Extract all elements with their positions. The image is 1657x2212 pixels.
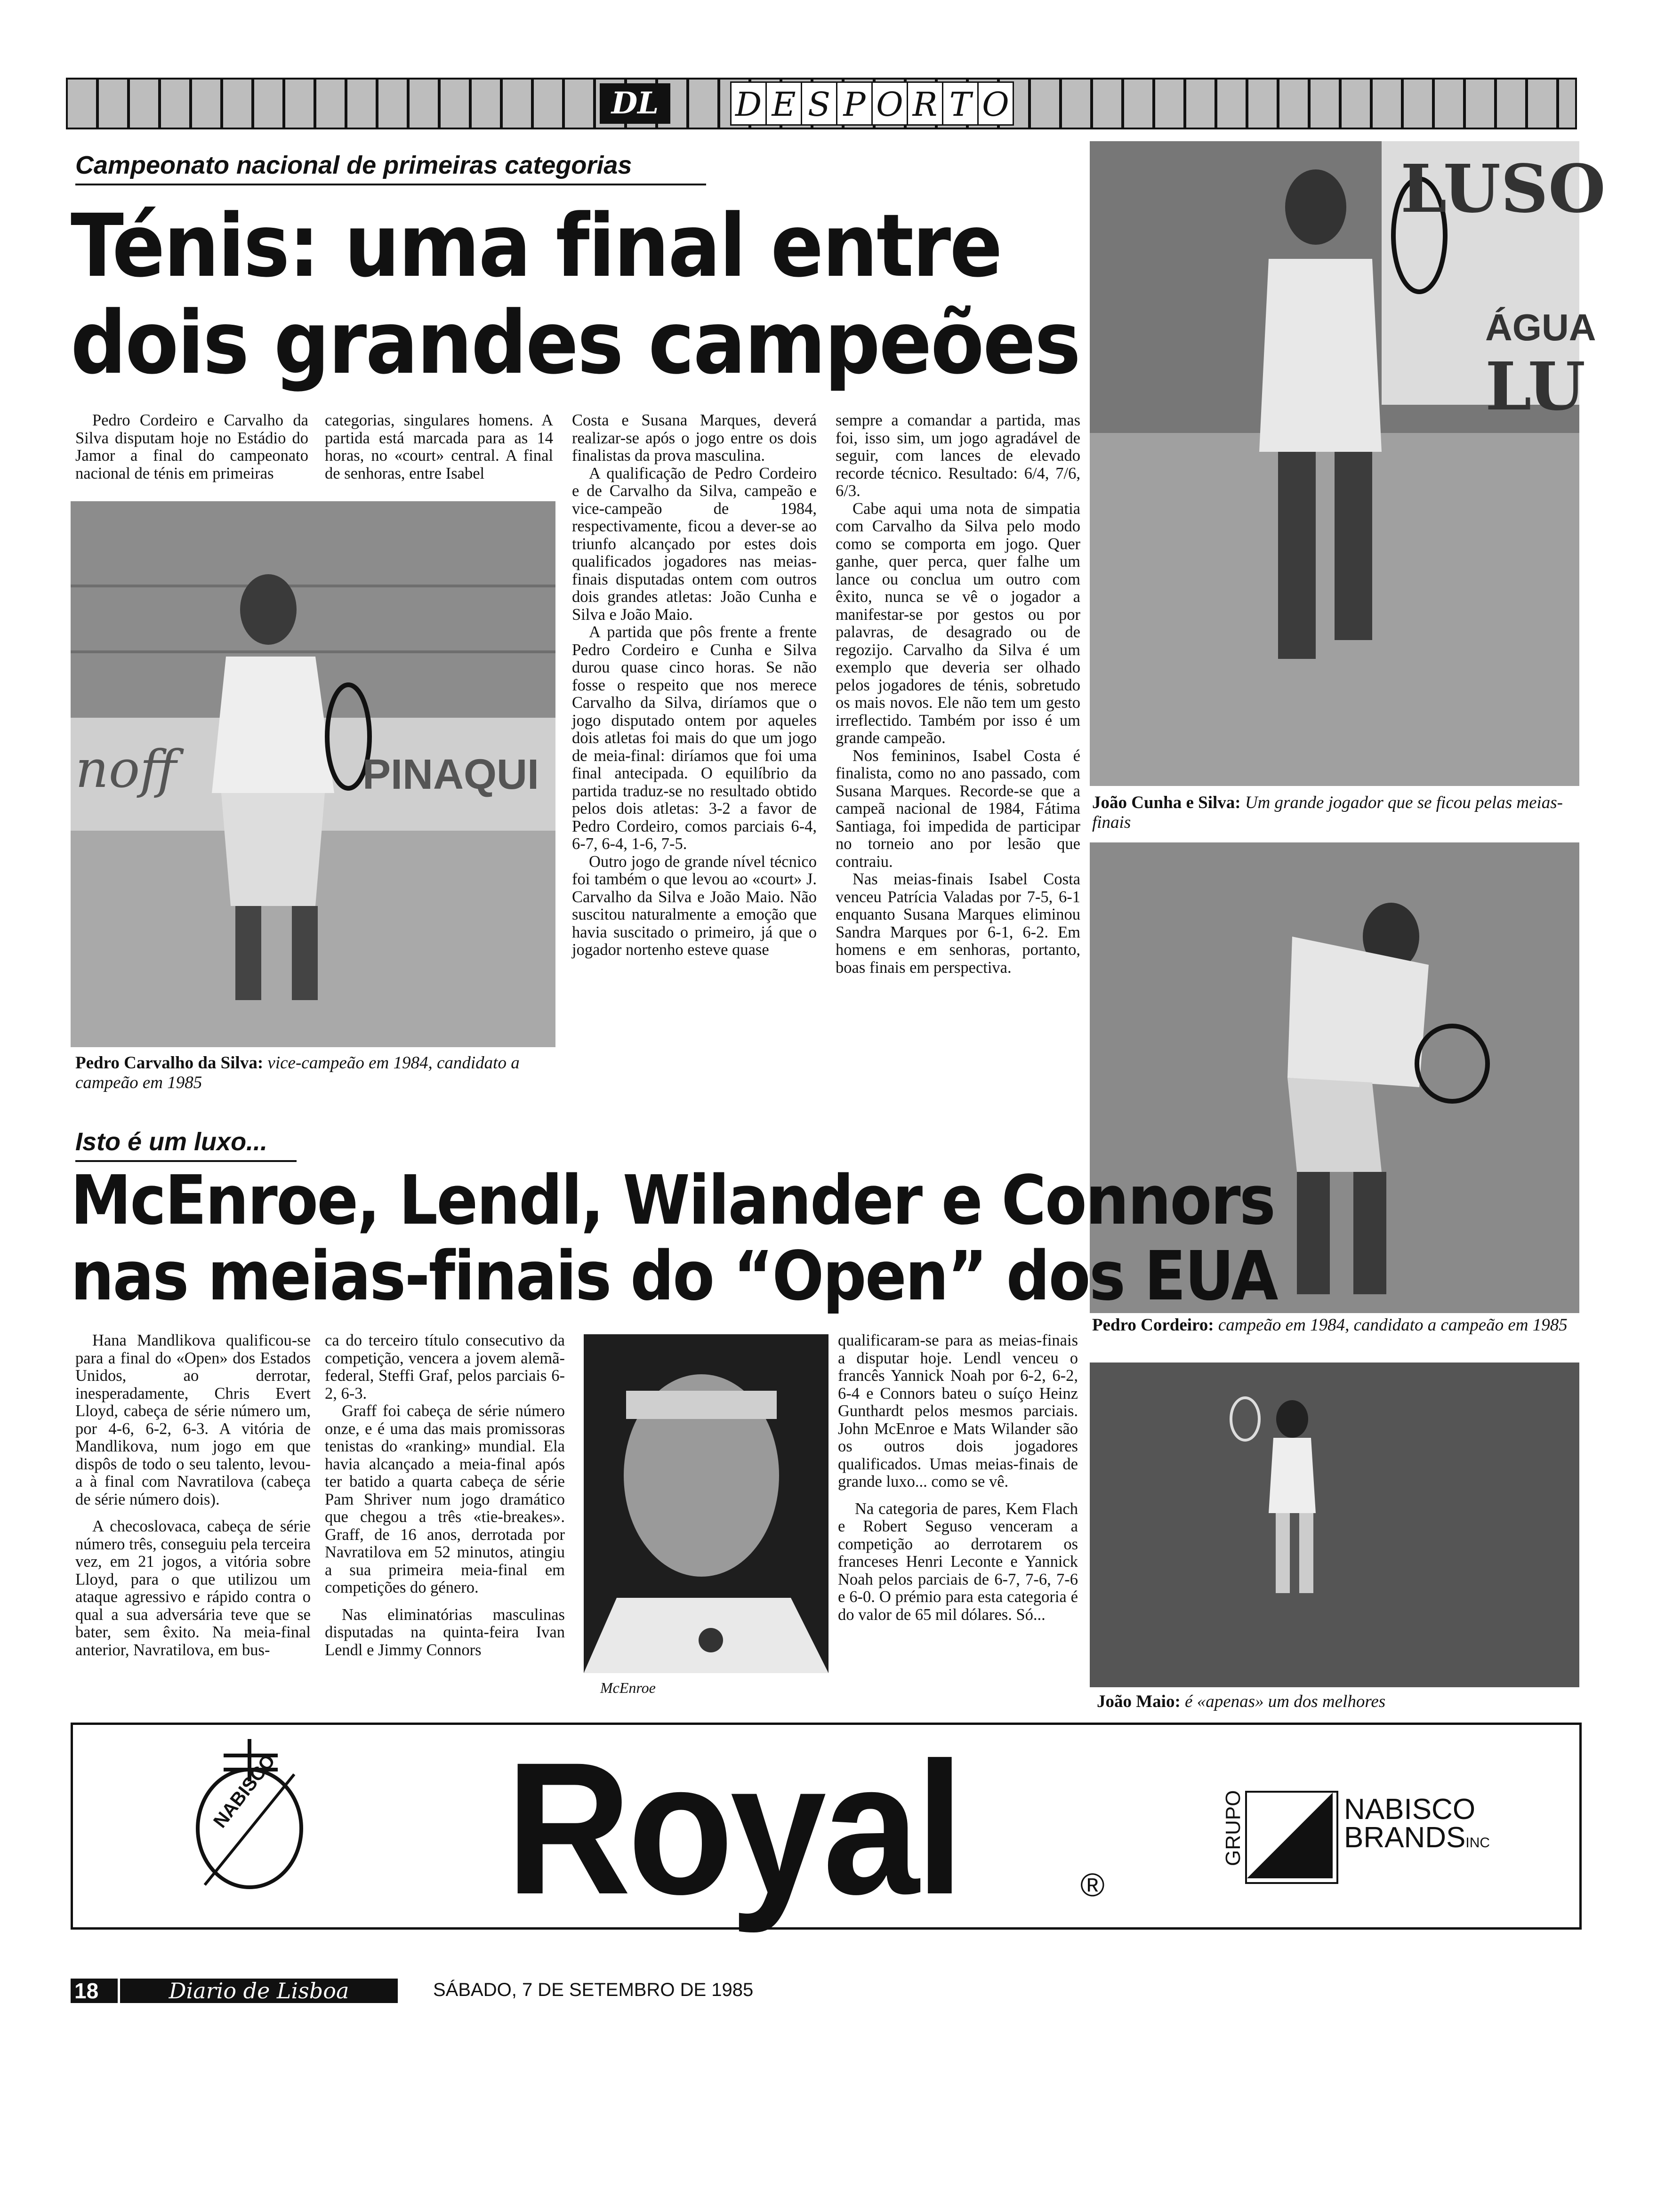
article2-headline-line1: McEnroe, Lendl, Wilander e Connors <box>71 1161 1275 1240</box>
banner-text-right: PINAQUI <box>362 751 539 798</box>
photo-mcenroe <box>584 1334 828 1673</box>
article1-paragraph: sempre a comandar a partida, mas foi, isso sim, um jogo agradável de seguir, com lances de elevado recorde técnico. Resultado: 6/4, 7/6, 6/3. <box>836 411 1080 500</box>
article1-column-3 <box>572 412 817 959</box>
ad-group-label: GRUPO <box>1222 1790 1245 1866</box>
newspaper-logo: DL <box>600 83 670 124</box>
sign-text: LU <box>1485 348 1585 425</box>
photo-caption <box>1097 1692 1582 1712</box>
article2-paragraph: Nas eliminatórias masculinas disputadas na quinta-feira Ivan Lendl e Jimmy Connors <box>325 1605 565 1659</box>
article1-headline-line1: Ténis: uma final entre <box>71 196 1002 297</box>
section-letter: O <box>871 81 908 126</box>
section-letter: T <box>942 81 979 126</box>
photo-caption <box>75 1053 555 1093</box>
article1-paragraph: A qualificação de Pedro Cordeiro e de Carvalho da Silva, campeão e vice-campeão de 1984, respectivamente, ficou a dever-se ao triunfo alcançado por estes dois qualificados jogadores nas meias-finais disputadas ontem com outros dois grandes atletas: João Cunha e Silva e João Maio. <box>572 464 817 624</box>
article1-headline-line2: dois grandes campeões <box>71 293 1080 394</box>
article2-headline <box>71 1162 1277 1314</box>
article1-paragraph: Outro jogo de grande nível técnico foi também o que levou ao «court» J. Carvalho da Silva e João Maio. Não suscitou naturalmente a emoção que havia suscitado o primeiro, já que o jogador nortenho esteve quase <box>572 852 817 959</box>
advertisement-royal <box>71 1723 1582 1933</box>
caption-name: Pedro Cordeiro: <box>1092 1315 1214 1335</box>
article2-kicker: Isto é um luxo... <box>75 1127 297 1162</box>
article2-paragraph: Na categoria de pares, Kem Flach e Robert Seguso venceram a competição ao derrotarem os franceses Henri Leconte e Yannick Noah pelos parciais de 6-7, 7-6, 7-6 e 6-0. O prémio para esta categoria é do valor de 65 mil dólares. Só... <box>838 1499 1078 1624</box>
issue-date: SÁBADO, 7 DE SETEMBRO DE 1985 <box>433 1980 754 2000</box>
caption-text: é «apenas» um dos melhores <box>1180 1692 1386 1711</box>
tennis-player-illustration <box>1090 1362 1579 1687</box>
article1-column-4 <box>836 412 1080 977</box>
section-letter: O <box>977 81 1014 126</box>
ad-company-name <box>1344 1795 1490 1857</box>
nabisco-brands-logo-box <box>1245 1791 1338 1884</box>
nabisco-logo-text: NABISCO <box>209 1750 280 1832</box>
section-letter: R <box>907 81 943 126</box>
ad-company-suffix: INC <box>1465 1835 1490 1851</box>
section-letter: P <box>836 81 873 126</box>
ad-company-line2-text: BRANDS <box>1344 1821 1466 1854</box>
ad-company-line1: NABISCO <box>1344 1793 1476 1826</box>
section-letter: E <box>765 81 802 126</box>
newspaper-name: Diario de Lisboa <box>120 1979 398 2003</box>
nabisco-logo <box>172 1734 327 1918</box>
page-number: 18 <box>71 1979 118 2003</box>
article1-paragraph: Costa e Susana Marques, deverá realizar-se após o jogo entre os dois finalistas da prova masculina. <box>572 411 817 465</box>
article1-paragraph: A partida que pôs frente a frente Pedro Cordeiro e Cunha e Silva durou quase cinco horas. Se não fosse o respeito que nos merece Carvalho da Silva, diríamos que o jogo disputado ontem por aqueles dois atletas foi mais do que um jogo de meia-final: diríamos que foi uma final antecipada. O equilíbrio da partida traduz-se no resultado obtido pelos dois atletas: 3-2 a favor de Pedro Cordeiro, comos parciais 6-4, 6-7, 6-4, 1-6, 7-5. <box>572 623 817 853</box>
sign-text: ÁGUA <box>1485 306 1596 348</box>
ad-product-name: Royal <box>506 1723 961 1933</box>
photo-caption <box>1092 793 1577 833</box>
section-masthead <box>66 78 1577 129</box>
caption-text: campeão em 1984, candidato a campeão em 1985 <box>1214 1315 1568 1335</box>
article1-headline <box>71 198 1079 392</box>
section-letter: S <box>801 81 837 126</box>
caption-text: McEnroe <box>600 1679 656 1696</box>
article1-column-2 <box>325 412 553 482</box>
caption-name: João Cunha e Silva: <box>1092 793 1241 812</box>
article1-paragraph: Nos femininos, Isabel Costa é finalista, como no ano passado, com Susana Marques. Recorde-se que a campeã nacional de 1984, Fátima Santiaga, foi impedida de participar no torneio ano por lesão que contraiu. <box>836 746 1080 871</box>
article2-column-1 <box>75 1332 311 1659</box>
caption-name: Pedro Carvalho da Silva: <box>75 1053 264 1073</box>
tennis-player-illustration <box>1090 141 1579 786</box>
article2-paragraph: Graff foi cabeça de série número onze, e é uma das mais promissoras tenistas do «ranking» mundial. Ela havia alcançado a meia-final após ter batido a quarta cabeça de série Pam Shriver num jogo dramático que chegou a três «tie-breakes». Graff, de 16 anos, derrotada por Navratilova em 52 minutos, atingiu a sua primeira meia-final em competições do género. <box>325 1402 565 1596</box>
article2-paragraph: qualificaram-se para as meias-finais a disputar hoje. Lendl venceu o francês Yannick Noah por 6-2, 6-2, 6-4 e Connors bateu o suíço Heinz Gunthardt pelos mesmos parciais. John McEnroe e Mats Wilander são os outros dois jogadores qualificados. Umas meias-finais de grande luxo... como se vê. <box>838 1331 1078 1491</box>
caption-name: João Maio: <box>1097 1692 1181 1711</box>
article1-paragraph: Nas meias-finais Isabel Costa venceu Patrícia Valadas por 7-5, 6-1 enquanto Susana Marques eliminou Sandra Marques por 6-1, 6-2. Em homens e em senhoras, portanto, boas finais em perspectiva. <box>836 870 1080 977</box>
article2-paragraph: ca do terceiro título consecutivo da competição, vencera a jovem alemã-federal, Steffi Graf, pelos parciais 6-2, 6-3. <box>325 1331 565 1403</box>
article2-paragraph: A checoslovaca, cabeça de série número três, conseguiu pela terceira vez, em 21 jogos, a vitória sobre Lloyd, para o que utilizou um ataque agressivo e rápido contra o qual a sua adversária teve que se bater, sem êxito. Na meia-final anterior, Navratilova, em bus- <box>75 1517 311 1659</box>
article2-column-2 <box>325 1332 565 1659</box>
photo-carvalho-da-silva <box>71 501 555 1047</box>
section-title <box>732 81 1014 126</box>
article1-paragraph: Pedro Cordeiro e Carvalho da Silva disputam hoje no Estádio do Jamor a final do campeonato nacional de ténis em primeiras <box>75 411 308 482</box>
article2-paragraph: Hana Mandlikova qualificou-se para a final do «Open» dos Estados Unidos, ao derrotar, inesperadamente, Chris Evert Lloyd, cabeça de série número um, por 4-6, 6-2, 6-3. A vitória de Mandlikova, num jogo em que dispôs de todo o seu talento, levou-a à final com Navratilova (cabeça de série número dois). <box>75 1331 311 1508</box>
article1-kicker: Campeonato nacional de primeiras categorias <box>75 151 706 185</box>
photo-joao-cunha-e-silva <box>1090 141 1606 786</box>
article1-paragraph: Cabe aqui uma nota de simpatia com Carvalho da Silva pelo modo como se comporta em jogo. Quer ganhe, quer perca, quer falhe um lance ou conclua um outro com êxito, nunca se vê o jogador a manifestar-se por gestos ou por palavras, de desagrado ou de regozijo. Carvalho da Silva é um exemplo que deveria ser olhado pelos jogadores de ténis, sobretudo os mais novos. Ele não tem um gesto irreflectido. Também por isso é um grande campeão. <box>836 499 1080 747</box>
portrait-illustration <box>584 1334 828 1673</box>
sign-text: LUSO <box>1400 151 1606 228</box>
registered-mark: ® <box>1080 1867 1105 1903</box>
photo-caption <box>1092 1315 1577 1335</box>
caption-text: vice-campeão em 1984, candidato a campeão em 1985 <box>75 1053 520 1092</box>
article2-column-3 <box>838 1332 1078 1624</box>
article1-column-1 <box>75 412 308 482</box>
photo-caption <box>600 1678 826 1698</box>
article2-headline-line2: nas meias-finais do “Open” dos EUA <box>71 1236 1277 1316</box>
banner-text-left: noff <box>75 739 177 799</box>
article1-paragraph: categorias, singulares homens. A partida está marcada para as 14 horas, no «court» central. A final de senhoras, entre Isabel <box>325 411 553 482</box>
photo-joao-maio <box>1090 1362 1579 1687</box>
caption-text: Um grande jogador que se ficou pelas meias-finais <box>1092 793 1563 832</box>
section-letter: D <box>730 81 767 126</box>
ad-company-line2 <box>1344 1821 1490 1857</box>
nabisco-brands-icon <box>1247 1793 1333 1878</box>
